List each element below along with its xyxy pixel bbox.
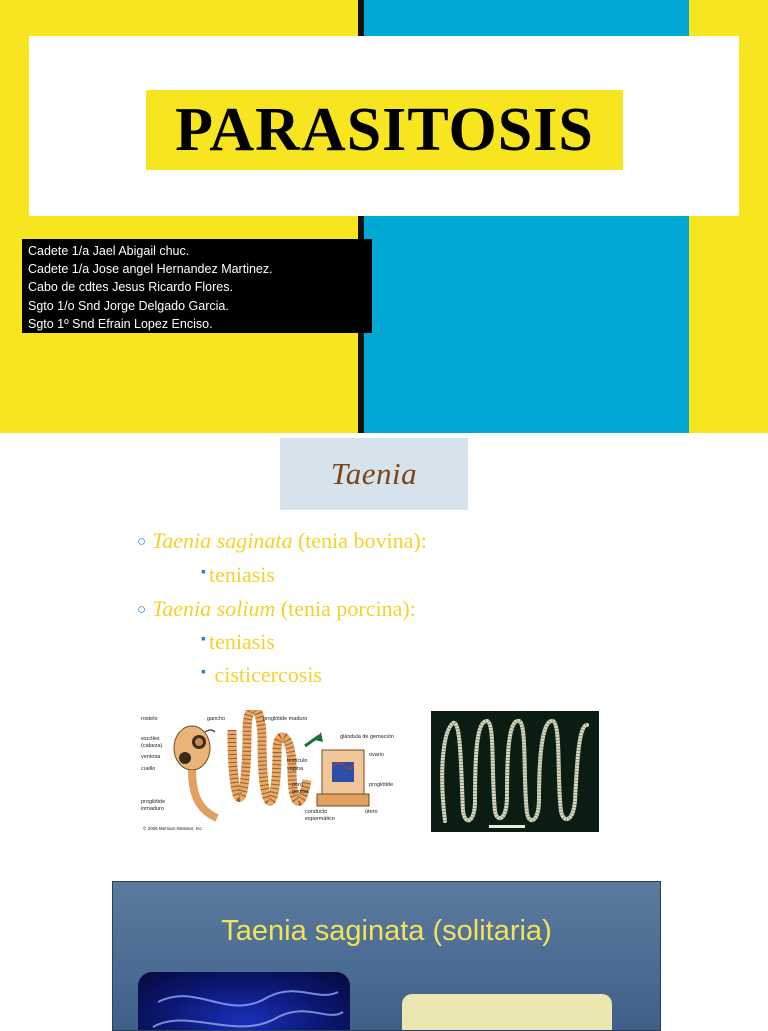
list-item — [201, 562, 275, 588]
disease-name: teniasis — [208, 629, 275, 654]
label-inmaduro: inmaduro — [141, 806, 164, 812]
label-espermatico: espermático — [305, 816, 335, 822]
common-name: (tenia porcina): — [275, 596, 416, 621]
diagram-copyright: © 2006 Merriam-Webster, Inc. — [143, 826, 204, 831]
taenia-saginata-slide — [112, 881, 661, 1031]
circle-bullet-icon: ○ — [137, 602, 147, 618]
author-line: Sgto 1/o Snd Jorge Delgado Garcia. — [28, 298, 229, 313]
common-name: (tenia bovina): — [292, 528, 427, 553]
label-rostelo: rostelo — [141, 716, 158, 722]
label-testiculo: testículo — [287, 758, 308, 764]
label-escolex: escólex — [141, 736, 160, 742]
tapeworm-specimen-image — [138, 972, 350, 1031]
disease-name: teniasis — [208, 562, 275, 587]
author-line: Cadete 1/a Jael Abigail chuc. — [28, 244, 190, 258]
tapeworm-anatomy-diagram — [137, 710, 411, 836]
tapeworm-photo — [431, 711, 599, 832]
label-glandula: glándula de gemación — [340, 734, 394, 740]
slide-title: PARASITOSIS — [146, 90, 623, 170]
list-item — [137, 596, 416, 622]
list-item — [201, 662, 322, 688]
author-line: Cabo de cdtes Jesus Ricardo Flores. — [28, 280, 233, 295]
label-conducto: conducto — [305, 809, 328, 815]
label-vagina: vagina — [287, 766, 304, 772]
square-bullet-icon: ▪ — [201, 665, 206, 680]
label-ventosa: ventosa — [141, 754, 161, 760]
disease-name: cisticercosis — [208, 662, 322, 687]
author-line: Cadete 1/a Jose angel Hernandez Martinez. — [28, 262, 273, 277]
title-slide — [0, 0, 768, 433]
section-title: Taenia — [280, 438, 468, 510]
label-utero: útero — [365, 809, 378, 815]
label-poro: poro — [292, 782, 304, 788]
label-gancho: gancho — [207, 716, 226, 722]
circle-bullet-icon: ○ — [137, 534, 147, 550]
list-item — [201, 629, 275, 655]
square-bullet-icon: ▪ — [201, 632, 206, 647]
label-cabeza: (cabeza) — [141, 743, 163, 749]
label-genital: genital — [292, 789, 309, 795]
authors-box — [22, 239, 372, 333]
square-bullet-icon: ▪ — [201, 565, 206, 580]
label-proglotide-inmaduro: proglótide — [141, 799, 166, 805]
label-proglotide-maduro: proglótide maduro — [263, 716, 308, 722]
specimen-image — [402, 994, 612, 1031]
author-line: Sgto 1º Snd Efrain Lopez Enciso. — [28, 316, 213, 331]
label-cuello: cuello — [141, 766, 156, 772]
label-ovario: ovario — [369, 752, 384, 758]
species-name: Taenia saginata — [152, 528, 293, 553]
list-item — [137, 528, 427, 554]
species-name: Taenia solium — [152, 596, 276, 621]
slide3-title: Taenia saginata (solitaria) — [221, 915, 552, 947]
label-proglotide: proglótide — [369, 782, 394, 788]
